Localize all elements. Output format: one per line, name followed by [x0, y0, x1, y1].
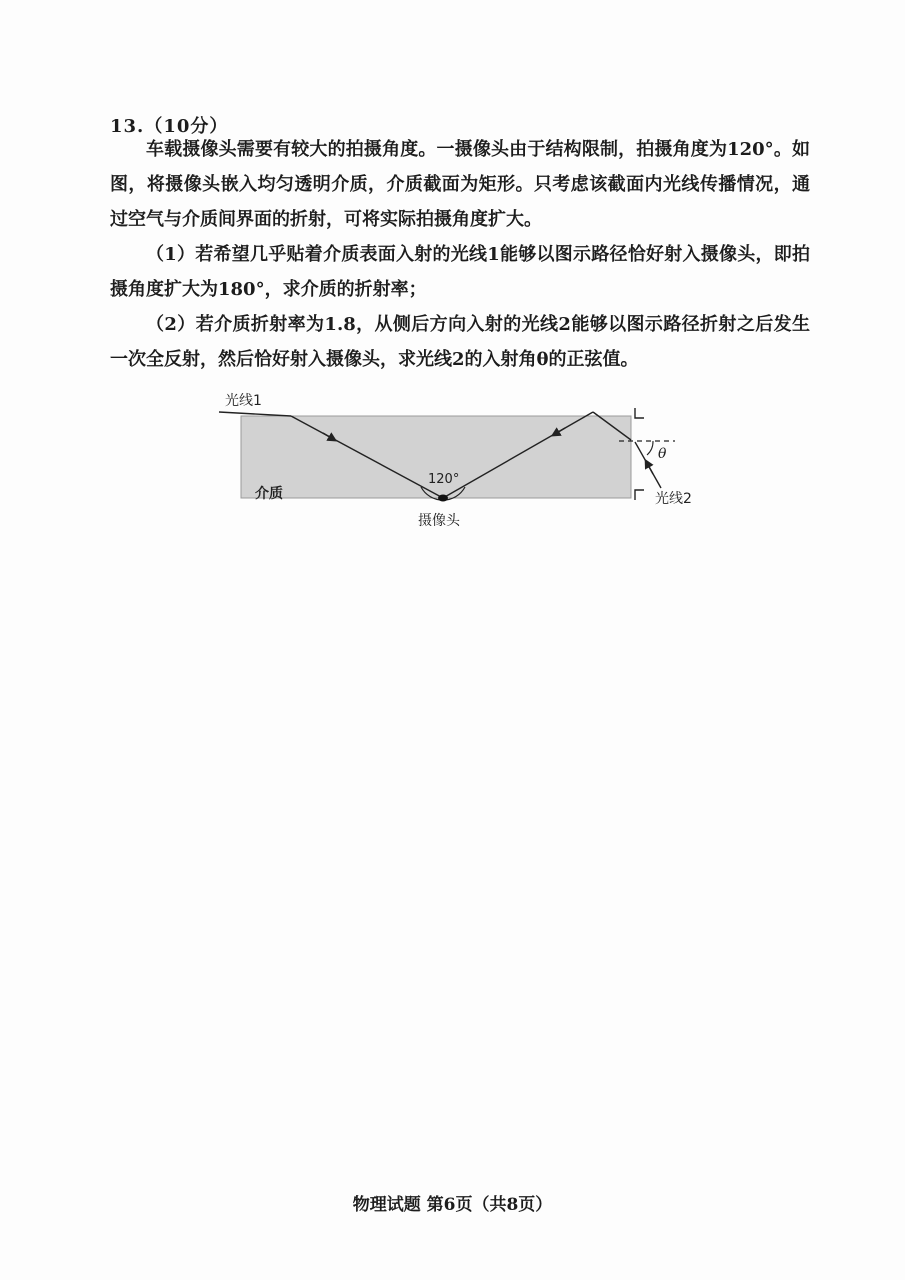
- top-right-corner-mark: [635, 408, 644, 418]
- question-part-2: （2）若介质折射率为1.8，从侧后方向入射的光线2能够以图示路径折射之后发生一次全反射，然后恰好射入摄像头，求光线2的入射角θ的正弦值。: [110, 314, 810, 370]
- question-part-1: （1）若希望几乎贴着介质表面入射的光线1能够以图示路径恰好射入摄像头，即拍摄角度扩大为180°，求介质的折射率；: [110, 244, 810, 300]
- optics-figure: [215, 388, 705, 533]
- medium-label: 介质: [255, 486, 283, 502]
- ray2-arrow-outer: [647, 463, 653, 474]
- ray2-label: 光线2: [655, 491, 692, 507]
- angle-label: 120°: [428, 472, 460, 487]
- ray1-label: 光线1: [225, 393, 262, 409]
- bottom-right-corner-mark: [635, 490, 644, 500]
- ray1-incident: [219, 412, 291, 416]
- camera-dot: [438, 495, 448, 502]
- optics-diagram: [215, 388, 705, 533]
- question-intro: 车载摄像头需要有较大的拍摄角度。一摄像头由于结构限制，拍摄角度为120°。如图，将摄像头嵌入均匀透明介质，介质截面为矩形。只考虑该截面内光线传播情况，通过空气与介质间界面的折射，可将实际拍摄角度扩大。: [110, 139, 810, 230]
- theta-arc: [647, 441, 653, 455]
- camera-label: 摄像头: [418, 513, 460, 529]
- theta-label: θ: [658, 446, 667, 462]
- question-number: 13.（10分）: [110, 116, 229, 137]
- page-footer: 物理试题 第6页（共8页）: [352, 1195, 553, 1215]
